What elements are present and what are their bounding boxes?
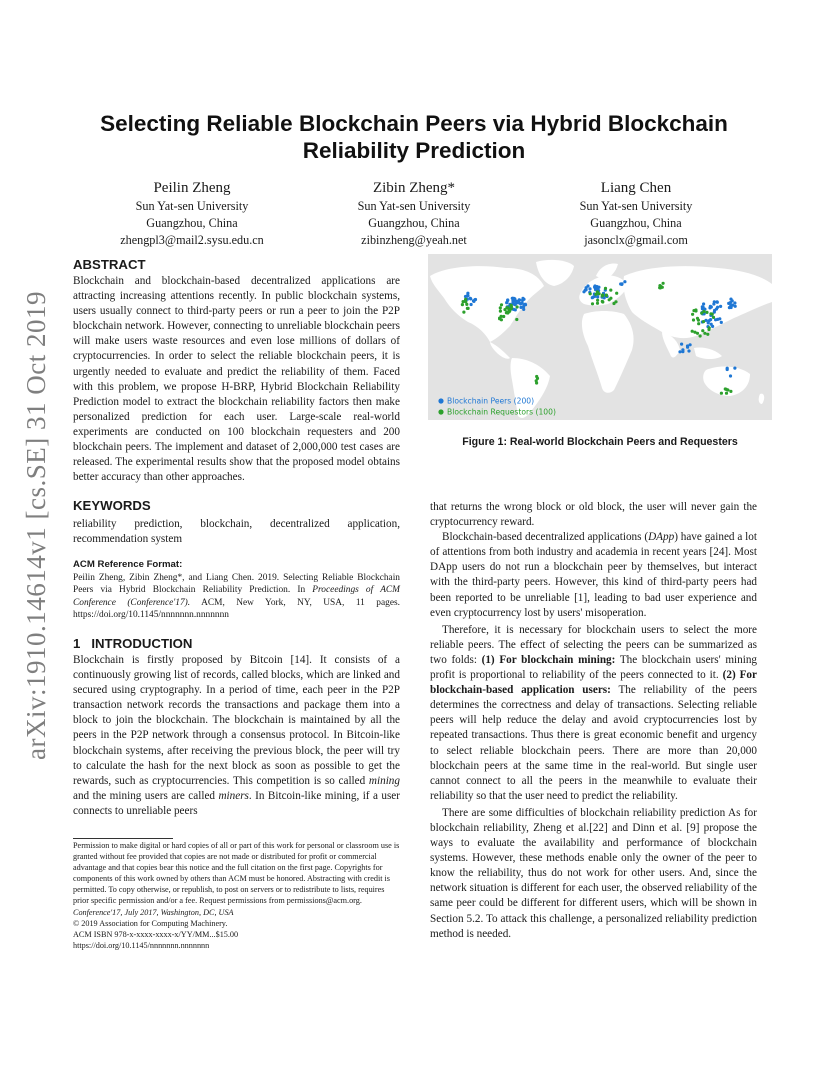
requestor-marker bbox=[601, 293, 604, 296]
requestor-marker bbox=[615, 292, 618, 295]
requestor-marker bbox=[708, 326, 711, 329]
requestor-marker bbox=[609, 289, 612, 292]
legend-peer-dot bbox=[438, 398, 443, 403]
right-paragraph-2 bbox=[430, 530, 757, 621]
author-block-2 bbox=[304, 178, 524, 249]
peer-marker bbox=[681, 348, 684, 351]
requestor-marker bbox=[703, 332, 706, 335]
peer-marker bbox=[716, 301, 719, 304]
peer-marker bbox=[727, 302, 730, 305]
requestor-marker bbox=[461, 303, 464, 306]
peer-marker bbox=[726, 367, 729, 370]
legend-requestor-dot bbox=[438, 409, 443, 414]
requestor-marker bbox=[660, 285, 663, 288]
author-location: Guangzhou, China bbox=[146, 216, 238, 230]
dapp-text-a: Blockchain-based decentralized applications ( bbox=[442, 531, 649, 544]
requestor-marker bbox=[594, 293, 597, 296]
intro-text-a: Blockchain is firstly proposed by Bitcoin [14]. It consists of a continuously growing list of records, called blocks, which are linked and secured using cryptography. In a period of time, each peer in the P2P transaction network records the transactions and package them into a block to join the blockchain. The blockchain is maintained by all the peers in the P2P network through a consensus protocol. In Bitcoin-like blockchain systems, after receiving the previous block, the peer will try to calculate the hash for the next block as soon as possible to get the rewards, such as cryptocurrencies. This competition is so called bbox=[73, 653, 400, 787]
peer-marker bbox=[731, 299, 734, 302]
folds-text-b: The blockchain users' mining profit is proportional to reliability of the peers connected to it. bbox=[430, 653, 758, 682]
peer-marker bbox=[702, 302, 705, 305]
intro-text-c: . In Bitcoin-like mining, if a user connects to unreliable peers bbox=[73, 789, 400, 817]
author-location: Guangzhou, China bbox=[590, 216, 682, 230]
fold-1-label: (1) For blockchain mining: bbox=[481, 653, 616, 666]
acm-reference bbox=[73, 557, 400, 622]
requestor-marker bbox=[589, 292, 592, 295]
requestor-marker bbox=[503, 308, 506, 311]
peer-marker bbox=[472, 300, 475, 303]
requestor-marker bbox=[535, 379, 538, 382]
requestor-marker bbox=[701, 329, 704, 332]
author-email[interactable]: zhengpl3@mail2.sysu.edu.cn bbox=[120, 233, 264, 247]
requestor-marker bbox=[608, 298, 611, 301]
peer-marker bbox=[585, 288, 588, 291]
acm-ref-part2: ACM, New York, NY, USA, 11 pages. https://doi.org/10.1145/nnnnnnn.nnnnnnn bbox=[73, 597, 400, 621]
peer-marker bbox=[712, 302, 715, 305]
footnote-rule bbox=[73, 838, 173, 839]
acm-ref-proceedings: Proceedings of ACM Conference (Conference'17). bbox=[73, 585, 400, 608]
requestor-marker bbox=[691, 313, 694, 316]
requestor-marker bbox=[505, 311, 508, 314]
dapp-text-b: ) have gained a lot of attentions from both industry and academia in recent years [24]. Most DApp users do not run a blockchain peer by themselves, but interact with the third-party peers. However, this kind of third-party peers had been reported to be unreliable [1], leading to bad user experience and even cryptocurrency lost by users' misoperation. bbox=[430, 531, 757, 619]
requestor-marker bbox=[601, 300, 604, 303]
requestor-marker bbox=[462, 300, 465, 303]
abstract-heading: ABSTRACT bbox=[73, 257, 146, 272]
requestor-marker bbox=[464, 298, 467, 301]
requestor-marker bbox=[697, 319, 700, 322]
title-line-2: Reliability Prediction bbox=[302, 138, 526, 163]
requestor-marker bbox=[720, 392, 723, 395]
requestor-marker bbox=[662, 282, 665, 285]
requestor-marker bbox=[507, 308, 510, 311]
right-column bbox=[430, 500, 757, 942]
requestor-marker bbox=[515, 318, 518, 321]
requestor-marker bbox=[691, 330, 694, 333]
isbn-line: ACM ISBN 978-x-xxxx-xxxx-x/YY/MM...$15.00 bbox=[73, 929, 239, 939]
requestor-marker bbox=[466, 307, 469, 310]
dapp-term: DApp bbox=[648, 531, 675, 544]
section-number: 1 bbox=[73, 635, 81, 651]
peer-marker bbox=[521, 301, 524, 304]
acm-reference-text bbox=[73, 572, 400, 622]
peer-marker bbox=[588, 287, 591, 290]
peer-marker bbox=[719, 305, 722, 308]
requestor-marker bbox=[699, 334, 702, 337]
abstract-text: Blockchain and blockchain-based decentralized applications are attracting increasing attentions recently. In public blockchain systems, users usually connect to third-party peers or run a peer to join the P2P blockchain network. However, connecting to unreliable blockchain peers will make users waste resources and even lose millions of dollars of cryptocurrencies. In order to select the reliable blockchain peers, it is urgently needed to evaluate and predict the reliability of them. Faced with this problem, we propose H-BRP, Hybrid Blockchain Reliability Prediction model to extract the blockchain reliability factors then make personalized prediction for each user. Large-scale real-world experiments are conducted on 100 blockchain requesters and 200 blockchain peers. The implement and dataset of 2,000,000 test cases are released. The experimental results show that the proposed model obtains better accuracy than other approaches. bbox=[73, 275, 400, 484]
legend-peer-label: Blockchain Peers (200) bbox=[447, 396, 535, 406]
peer-marker bbox=[710, 323, 713, 326]
peer-marker bbox=[708, 306, 711, 309]
peer-marker bbox=[623, 280, 626, 283]
conference-info: Conference'17, July 2017, Washington, DC, USA bbox=[73, 907, 234, 917]
requestor-marker bbox=[465, 303, 468, 306]
requestor-marker bbox=[700, 312, 703, 315]
arxiv-id-text: arXiv:1910.14614v1 [cs.SE] 31 Oct 2019 bbox=[21, 291, 51, 760]
requestor-marker bbox=[462, 311, 465, 314]
peer-marker bbox=[522, 308, 525, 311]
peer-marker bbox=[720, 321, 723, 324]
left-column bbox=[73, 256, 400, 819]
requestor-marker bbox=[605, 294, 608, 297]
peer-marker bbox=[687, 349, 690, 352]
requestor-marker bbox=[591, 302, 594, 305]
legend-requestor-label: Blockchain Requestors (100) bbox=[447, 407, 556, 417]
peer-marker bbox=[689, 343, 692, 346]
right-paragraph-1: that returns the wrong block or old block, the user will never gain the cryptocurrency reward. bbox=[430, 501, 757, 529]
peer-marker bbox=[715, 307, 718, 310]
requestor-marker bbox=[614, 300, 617, 303]
peer-marker bbox=[591, 296, 594, 299]
permission-notice: Permission to make digital or hard copies of all or part of this work for personal or classroom use is granted without fee provided that copies are not made or distributed for profit or commercial advantage and that copies bear this notice and the full citation on the first page. Copyrights for components of this work owned by others than ACM must be honored. Abstracting with credit is permitted. To copy otherwise, or republish, to post on servers or to redistribute to lists, requires prior specific permission and/or a fee. Request permissions from permissions@acm.org. bbox=[73, 841, 400, 906]
keywords-text: reliability prediction, blockchain, decentralized application, recommendation system bbox=[73, 518, 400, 546]
peer-marker bbox=[729, 374, 732, 377]
peer-marker bbox=[680, 343, 683, 346]
peer-marker bbox=[521, 297, 524, 300]
author-affiliation: Sun Yat-sen University bbox=[135, 199, 249, 213]
requestor-marker bbox=[696, 332, 699, 335]
requestor-marker bbox=[598, 292, 601, 295]
title-line-1: Selecting Reliable Blockchain Peers via Hybrid Blockchain bbox=[100, 111, 728, 136]
peer-marker bbox=[469, 297, 472, 300]
world-map-figure bbox=[428, 254, 772, 420]
requestor-marker bbox=[694, 308, 697, 311]
requestor-marker bbox=[596, 299, 599, 302]
requestor-marker bbox=[516, 305, 519, 308]
peer-marker bbox=[597, 286, 600, 289]
requestor-marker bbox=[499, 306, 502, 309]
requestor-marker bbox=[500, 303, 503, 306]
requestor-marker bbox=[702, 320, 705, 323]
author-name: Zibin Zheng* bbox=[372, 180, 456, 196]
peer-marker bbox=[596, 295, 599, 298]
author-name: Liang Chen bbox=[600, 180, 672, 196]
acm-reference-heading: ACM Reference Format: bbox=[73, 558, 183, 570]
paper-title bbox=[60, 110, 768, 164]
author-block-3 bbox=[526, 178, 746, 249]
author-affiliation: Sun Yat-sen University bbox=[579, 199, 693, 213]
requestor-marker bbox=[498, 317, 501, 320]
intro-paragraph-1 bbox=[73, 653, 400, 819]
right-paragraph-4: There are some difficulties of blockchain reliability prediction As for blockchain reliability, Zheng et al.[22] and Dinn et al. [9] propose the ways to evaluate the availability and performance of blockchain systems. However, these methods enable only the owner of the peer to know the reliability, thus do not work for other users. And, since the network situation is different for each user, the observed reliability of the same peer could be different for different users, which will be shown in Section 5.2. To attack this challenge, a personalized reliability prediction method is needed. bbox=[430, 806, 757, 940]
figure-caption: Figure 1: Real-world Blockchain Peers and Requesters bbox=[462, 436, 738, 448]
requestor-marker bbox=[712, 316, 715, 319]
requestor-marker bbox=[725, 392, 728, 395]
requestor-marker bbox=[706, 333, 709, 336]
author-affiliation: Sun Yat-sen University bbox=[357, 199, 471, 213]
author-block-1 bbox=[82, 178, 302, 249]
peer-marker bbox=[686, 346, 689, 349]
doi-line[interactable]: https://doi.org/10.1145/nnnnnnn.nnnnnnn bbox=[73, 940, 210, 950]
peer-marker bbox=[619, 282, 622, 285]
requestor-marker bbox=[729, 390, 732, 393]
peer-marker bbox=[716, 318, 719, 321]
arxiv-identifier-stamp bbox=[14, 290, 54, 770]
author-location: Guangzhou, China bbox=[368, 216, 460, 230]
peer-marker bbox=[733, 367, 736, 370]
requestor-marker bbox=[596, 302, 599, 305]
requestor-marker bbox=[499, 310, 502, 313]
intro-term-miners: miners bbox=[218, 789, 249, 802]
acm-ref-part1: Peilin Zheng, Zibin Zheng*, and Liang Chen. 2019. Selecting Reliable Blockchain Peers via Hybrid Blockchain Reliability Prediction. In bbox=[73, 572, 400, 596]
requestor-marker bbox=[697, 322, 700, 325]
author-name: Peilin Zheng bbox=[153, 180, 231, 196]
peer-marker bbox=[464, 295, 467, 298]
world-map-svg bbox=[428, 254, 772, 420]
peer-marker bbox=[515, 300, 518, 303]
peer-marker bbox=[678, 350, 681, 353]
requestor-marker bbox=[705, 311, 708, 314]
peer-marker bbox=[506, 299, 509, 302]
right-paragraph-3 bbox=[430, 623, 757, 804]
requestor-marker bbox=[692, 318, 695, 321]
peer-marker bbox=[511, 299, 514, 302]
requestor-marker bbox=[604, 287, 607, 290]
introduction-heading bbox=[73, 635, 400, 653]
peer-marker bbox=[709, 318, 712, 321]
intro-text-b: and the mining users are called bbox=[73, 789, 219, 802]
copyright-line: © 2019 Association for Computing Machinery. bbox=[73, 918, 228, 928]
intro-term-mining: mining bbox=[368, 774, 400, 787]
copyright-footnote bbox=[73, 840, 400, 951]
keywords-heading: KEYWORDS bbox=[73, 498, 151, 514]
author-email[interactable]: jasonclx@gmail.com bbox=[584, 233, 688, 247]
section-title: INTRODUCTION bbox=[91, 635, 193, 651]
author-email[interactable]: zibinzheng@yeah.net bbox=[361, 233, 467, 247]
fold-2-label: (2) For blockchain-based application users: bbox=[430, 669, 757, 697]
folds-text-c: The reliability of the peers determines the correctness and delay of transactions. Selecting reliable peers will help reduce the delay and avoid cryptocurrencies lost by repeated transactions. Thus there is great economic benefit and urgency to select reliable blockchain peers. There are more than 20,000 blockchain peers at the same time in the real-world. But single user cannot connect to all the peers in the meanwhile to evaluate their reliability so that the user need to predict the reliability. bbox=[430, 684, 757, 802]
requestor-marker bbox=[709, 312, 712, 315]
peer-marker bbox=[586, 284, 589, 287]
peer-marker bbox=[593, 284, 596, 287]
peer-marker bbox=[470, 303, 473, 306]
requestor-marker bbox=[726, 388, 729, 391]
peer-marker bbox=[518, 298, 521, 301]
folds-text-a: Therefore, it is necessary for blockchain users to select the more reliable peers. The effect of selecting the peers can be summarized as two folds: bbox=[430, 623, 757, 666]
